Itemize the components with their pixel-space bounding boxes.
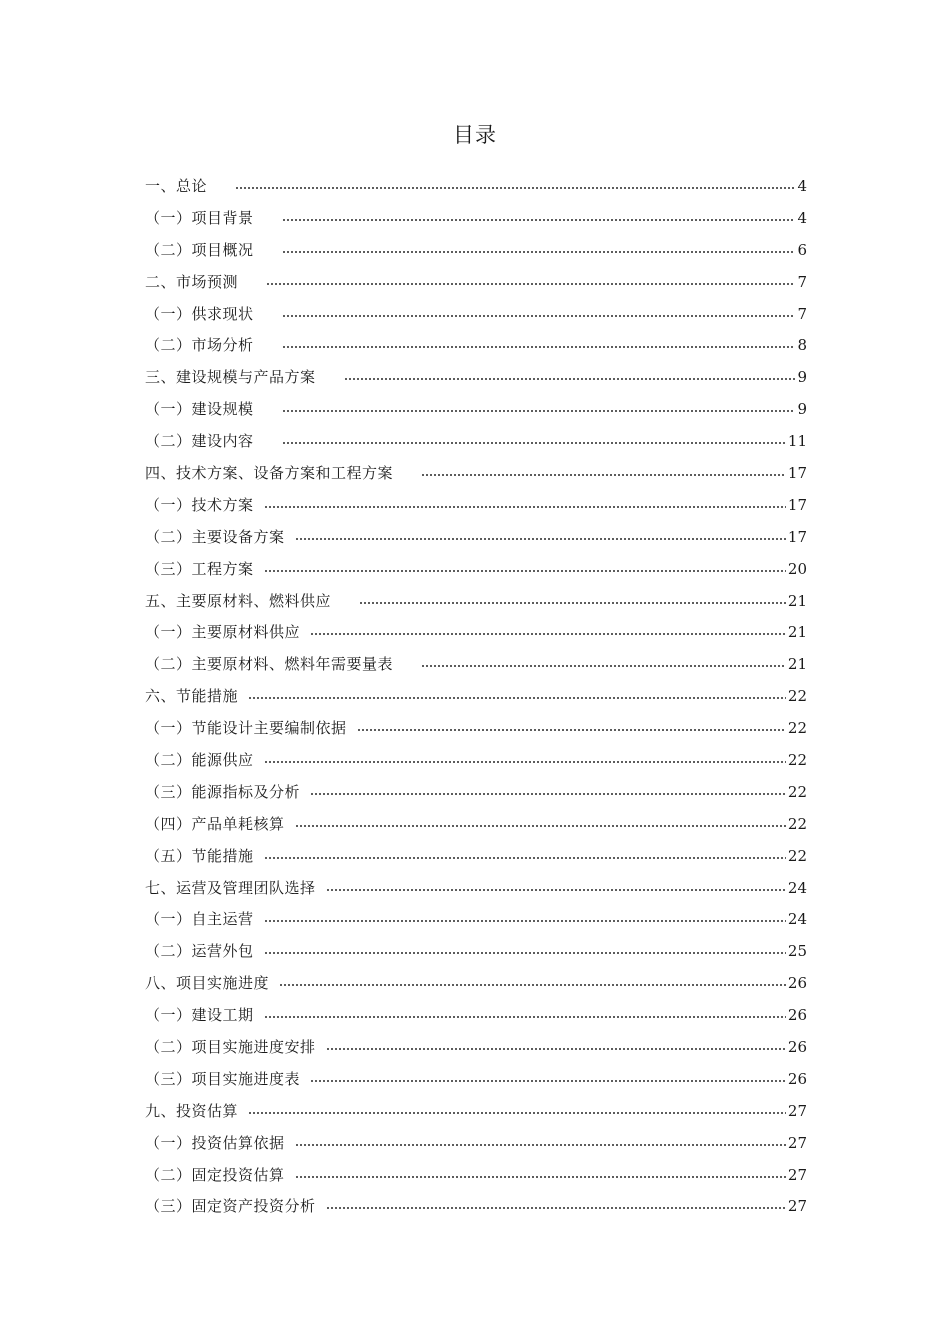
toc-entry-page-number: 22	[787, 846, 807, 865]
toc-entry-label: （二）项目实施进度安排	[145, 1037, 316, 1056]
toc-entry-page-number: 27	[787, 1133, 807, 1152]
toc-entry[interactable]	[145, 361, 807, 393]
toc-dot-leader	[264, 570, 786, 572]
toc-entry[interactable]	[145, 808, 807, 840]
toc-entry-label: （二）主要原材料、燃料年需要量表	[145, 655, 394, 674]
toc-entry[interactable]	[145, 1063, 807, 1095]
toc-dot-leader	[264, 1016, 786, 1018]
toc-entry[interactable]	[145, 744, 807, 776]
toc-entry[interactable]	[145, 680, 807, 712]
toc-entry[interactable]	[145, 521, 807, 553]
toc-dot-leader	[326, 889, 786, 891]
toc-entry[interactable]	[145, 935, 807, 967]
toc-dot-leader	[279, 984, 786, 986]
toc-entry[interactable]	[145, 903, 807, 935]
toc-dot-leader	[344, 378, 795, 380]
toc-dot-leader	[282, 315, 795, 317]
toc-dot-leader	[266, 283, 795, 285]
toc-entry[interactable]	[145, 999, 807, 1031]
toc-entry[interactable]	[145, 712, 807, 744]
toc-title: 目录	[453, 123, 497, 147]
toc-entry-label: 二、市场预测	[145, 272, 239, 291]
toc-entry[interactable]	[145, 776, 807, 808]
toc-dot-leader	[282, 442, 786, 444]
toc-dot-leader	[248, 1112, 786, 1114]
toc-entry[interactable]	[145, 1095, 807, 1127]
toc-entry-page-number: 22	[787, 782, 807, 801]
toc-entry[interactable]	[145, 234, 807, 266]
toc-dot-leader	[295, 825, 786, 827]
toc-entry-label: （一）自主运营	[145, 910, 254, 929]
toc-dot-leader	[295, 1176, 786, 1178]
toc-entry-label: （二）运营外包	[145, 942, 254, 961]
toc-entry-page-number: 26	[787, 1037, 807, 1056]
toc-entry-page-number: 7	[797, 272, 807, 291]
toc-entry[interactable]	[145, 872, 807, 904]
toc-entry[interactable]	[145, 1031, 807, 1063]
toc-entry[interactable]	[145, 170, 807, 202]
toc-entry-label: （三）固定资产投资分析	[145, 1197, 316, 1216]
toc-dot-leader	[248, 697, 786, 699]
toc-entry-page-number: 21	[787, 591, 807, 610]
toc-entry-page-number: 24	[787, 910, 807, 929]
toc-entry-page-number: 4	[797, 208, 807, 227]
toc-dot-leader	[282, 410, 795, 412]
toc-entry-label: （三）能源指标及分析	[145, 782, 301, 801]
toc-entry-label: （一）建设工期	[145, 1006, 254, 1025]
toc-entry-label: （三）项目实施进度表	[145, 1069, 301, 1088]
toc-entry[interactable]	[145, 266, 807, 298]
toc-entry-page-number: 27	[787, 1197, 807, 1216]
toc-entry[interactable]	[145, 616, 807, 648]
toc-entry-page-number: 20	[787, 559, 807, 578]
toc-entry[interactable]	[145, 489, 807, 521]
toc-dot-leader	[310, 1080, 786, 1082]
toc-entry-label: （二）市场分析	[145, 336, 254, 355]
toc-entry-label: （二）项目概况	[145, 240, 254, 259]
toc-entry-label: （一）供求现状	[145, 304, 254, 323]
toc-entry-page-number: 17	[787, 495, 807, 514]
toc-entry[interactable]	[145, 1191, 807, 1223]
toc-entry-page-number: 9	[797, 400, 807, 419]
toc-dot-leader	[264, 920, 786, 922]
toc-entry-label: 五、主要原材料、燃料供应	[145, 591, 332, 610]
toc-entry-page-number: 26	[787, 1006, 807, 1025]
toc-entry-page-number: 26	[787, 974, 807, 993]
toc-entry[interactable]	[145, 1159, 807, 1191]
toc-dot-leader	[310, 793, 786, 795]
toc-entry-page-number: 25	[787, 942, 807, 961]
toc-entry-label: （一）投资估算依据	[145, 1133, 285, 1152]
toc-entry-label: （五）节能措施	[145, 846, 254, 865]
toc-entry-page-number: 21	[787, 623, 807, 642]
toc-entry-page-number: 9	[797, 368, 807, 387]
toc-entry-label: （二）建设内容	[145, 432, 254, 451]
toc-entry-page-number: 27	[787, 1101, 807, 1120]
toc-entry-page-number: 6	[797, 240, 807, 259]
toc-entry-label: （四）产品单耗核算	[145, 814, 285, 833]
toc-dot-leader	[421, 474, 786, 476]
toc-dot-leader	[326, 1207, 786, 1209]
toc-entry-label: （一）节能设计主要编制依据	[145, 719, 347, 738]
toc-entry-page-number: 22	[787, 687, 807, 706]
toc-dot-leader	[357, 729, 786, 731]
toc-dot-leader	[295, 538, 786, 540]
toc-entry-page-number: 22	[787, 719, 807, 738]
toc-entry[interactable]	[145, 967, 807, 999]
toc-dot-leader	[282, 346, 795, 348]
toc-dot-leader	[282, 219, 795, 221]
toc-entry-page-number: 24	[787, 878, 807, 897]
toc-entry-page-number: 21	[787, 655, 807, 674]
toc-entry-label: （三）工程方案	[145, 559, 254, 578]
toc-entry[interactable]	[145, 553, 807, 585]
toc-dot-leader	[264, 761, 786, 763]
toc-entry-label: 六、节能措施	[145, 687, 239, 706]
toc-dot-leader	[235, 187, 795, 189]
toc-entry[interactable]	[145, 457, 807, 489]
toc-entry-label: 一、总论	[145, 176, 208, 195]
toc-entry-page-number: 4	[797, 176, 807, 195]
toc-entry-page-number: 17	[787, 527, 807, 546]
toc-entry-label: （一）建设规模	[145, 400, 254, 419]
toc-entry-label: 七、运营及管理团队选择	[145, 878, 316, 897]
toc-entry[interactable]	[145, 1127, 807, 1159]
toc-entry-page-number: 26	[787, 1069, 807, 1088]
toc-entry[interactable]	[145, 393, 807, 425]
toc-list	[145, 170, 807, 1222]
toc-entry[interactable]	[145, 585, 807, 617]
toc-entry-page-number: 22	[787, 814, 807, 833]
toc-entry[interactable]	[145, 298, 807, 330]
toc-entry-page-number: 17	[787, 463, 807, 482]
toc-entry-label: 四、技术方案、设备方案和工程方案	[145, 463, 394, 482]
toc-entry-page-number: 8	[797, 336, 807, 355]
toc-dot-leader	[326, 1048, 786, 1050]
toc-dot-leader	[264, 952, 786, 954]
toc-entry-label: （二）固定投资估算	[145, 1165, 285, 1184]
toc-entry[interactable]	[145, 202, 807, 234]
toc-entry-label: （一）项目背景	[145, 208, 254, 227]
toc-dot-leader	[421, 665, 786, 667]
toc-entry-label: （二）主要设备方案	[145, 527, 285, 546]
toc-entry-label: （一）主要原材料供应	[145, 623, 301, 642]
toc-dot-leader	[310, 633, 786, 635]
toc-entry[interactable]	[145, 329, 807, 361]
toc-entry-page-number: 22	[787, 750, 807, 769]
toc-entry-page-number: 27	[787, 1165, 807, 1184]
toc-entry[interactable]	[145, 425, 807, 457]
toc-entry-label: （二）能源供应	[145, 750, 254, 769]
toc-entry[interactable]	[145, 648, 807, 680]
toc-entry-label: 八、项目实施进度	[145, 974, 270, 993]
toc-dot-leader	[295, 1144, 786, 1146]
toc-dot-leader	[282, 251, 795, 253]
toc-entry-label: 九、投资估算	[145, 1101, 239, 1120]
toc-dot-leader	[264, 857, 786, 859]
toc-entry[interactable]	[145, 840, 807, 872]
toc-dot-leader	[264, 506, 786, 508]
toc-dot-leader	[359, 602, 786, 604]
toc-entry-label: （一）技术方案	[145, 495, 254, 514]
toc-entry-page-number: 11	[787, 432, 807, 451]
toc-entry-page-number: 7	[797, 304, 807, 323]
toc-entry-label: 三、建设规模与产品方案	[145, 368, 316, 387]
